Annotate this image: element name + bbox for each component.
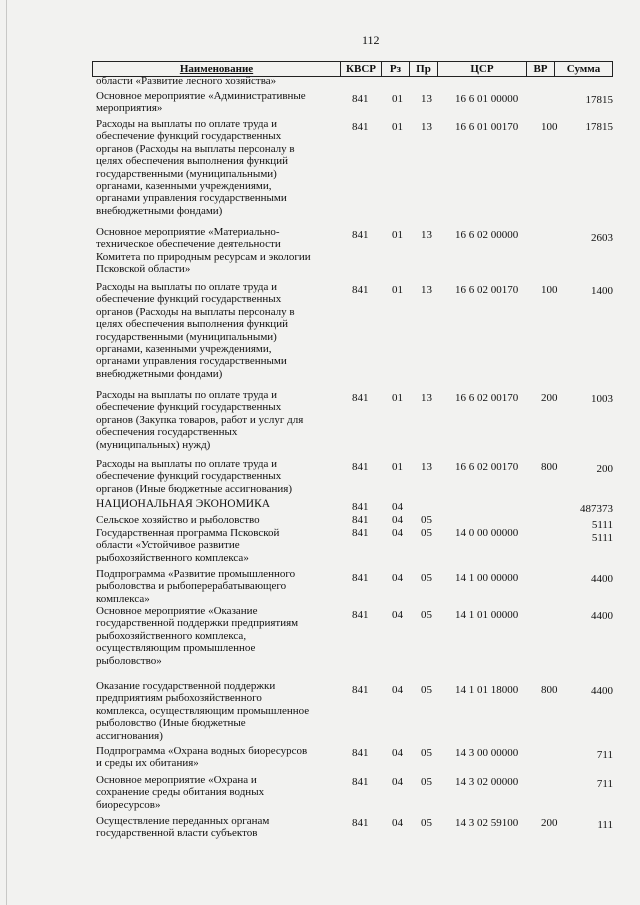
page-number: 112 <box>362 33 380 47</box>
row-csr: 16 6 02 00000 <box>455 229 519 241</box>
row-kvsr: 841 <box>352 121 369 133</box>
column-header-vr: ВР <box>526 61 555 77</box>
row-pr: 13 <box>421 461 432 473</box>
row-rz: 04 <box>392 776 403 788</box>
column-header-pr: Пр <box>409 61 438 77</box>
row-sum: 1003 <box>591 393 613 405</box>
row-vr: 200 <box>541 392 558 404</box>
row-kvsr: 841 <box>352 461 369 473</box>
row-pr: 13 <box>421 121 432 133</box>
row-kvsr: 841 <box>352 609 369 621</box>
row-name: области «Развитие лесного хозяйства» <box>96 75 277 87</box>
row-csr: 14 3 00 00000 <box>455 747 519 759</box>
row-sum: 5111 <box>591 519 613 531</box>
row-pr: 05 <box>421 747 432 759</box>
row-name: Основное мероприятие «Охрана и сохранение среды обитания водных биоресурсов» <box>96 774 265 811</box>
row-name: Основное мероприятие «Оказание государственной поддержки предприятиям рыбохозяйственного комплекса, осуществляющим промышленное рыболовство» <box>96 605 299 667</box>
row-vr: 200 <box>541 817 558 829</box>
row-vr: 800 <box>541 684 558 696</box>
row-sum: 4400 <box>591 685 613 697</box>
row-name: НАЦИОНАЛЬНАЯ ЭКОНОМИКА <box>96 498 271 510</box>
row-pr: 05 <box>421 776 432 788</box>
row-kvsr: 841 <box>352 747 369 759</box>
row-kvsr: 841 <box>352 501 369 513</box>
row-rz: 04 <box>392 684 403 696</box>
row-name: Основное мероприятие «Материально- техническое обеспечение деятельности Комитета по природным ресурсам и экологии Псковской области» <box>96 226 311 276</box>
row-rz: 01 <box>392 392 403 404</box>
row-kvsr: 841 <box>352 514 369 526</box>
row-kvsr: 841 <box>352 817 369 829</box>
row-name: Подпрограмма «Охрана водных биоресурсов и среды их обитания» <box>96 745 308 770</box>
row-rz: 04 <box>392 609 403 621</box>
row-rz: 04 <box>392 501 403 513</box>
row-csr: 16 6 02 00170 <box>455 392 519 404</box>
row-vr: 100 <box>541 284 558 296</box>
row-rz: 04 <box>392 747 403 759</box>
row-name: Расходы на выплаты по оплате труда и обеспечение функций государственных органов (Иные бюджетные ассигнования) <box>96 458 293 495</box>
row-pr: 13 <box>421 284 432 296</box>
row-sum: 111 <box>597 819 613 831</box>
column-header-sum: Сумма <box>554 61 613 77</box>
row-csr: 14 3 02 59100 <box>455 817 519 829</box>
row-pr: 13 <box>421 392 432 404</box>
row-sum: 1400 <box>591 285 613 297</box>
row-csr: 16 6 01 00170 <box>455 121 519 133</box>
row-kvsr: 841 <box>352 284 369 296</box>
row-rz: 01 <box>392 284 403 296</box>
row-csr: 14 1 01 18000 <box>455 684 519 696</box>
row-pr: 05 <box>421 514 432 526</box>
row-csr: 16 6 01 00000 <box>455 93 519 105</box>
row-sum: 17815 <box>585 94 613 106</box>
row-name: Сельское хозяйство и рыболовство <box>96 514 260 526</box>
column-header-name: Наименование <box>92 61 341 77</box>
row-rz: 04 <box>392 817 403 829</box>
row-pr: 05 <box>421 684 432 696</box>
row-rz: 01 <box>392 461 403 473</box>
row-csr: 16 6 02 00170 <box>455 461 519 473</box>
row-pr: 05 <box>421 817 432 829</box>
row-rz: 01 <box>392 93 403 105</box>
row-sum: 17815 <box>585 121 613 133</box>
scan-edge <box>6 0 7 905</box>
row-vr: 800 <box>541 461 558 473</box>
row-kvsr: 841 <box>352 527 369 539</box>
row-kvsr: 841 <box>352 572 369 584</box>
row-kvsr: 841 <box>352 776 369 788</box>
column-header-kvsr: КВСР <box>340 61 382 77</box>
row-name: Расходы на выплаты по оплате труда и обеспечение функций государственных органов (Расходы на выплаты персоналу в целях обеспечения выполнения функций государственными (муниципальными) органами, казенными учреждениями, органами управления государственными внебюджетными фондами) <box>96 281 295 380</box>
row-name: Государственная программа Псковской области «Устойчивое развитие рыбохозяйственного комплекса» <box>96 527 280 564</box>
column-header-rz: Рз <box>381 61 410 77</box>
row-sum: 4400 <box>591 610 613 622</box>
row-rz: 01 <box>392 121 403 133</box>
row-sum: 2603 <box>591 232 613 244</box>
row-pr: 05 <box>421 527 432 539</box>
row-pr: 13 <box>421 229 432 241</box>
row-name: Подпрограмма «Развитие промышленного рыболовства и рыбоперерабатывающего комплекса» <box>96 568 296 605</box>
row-sum: 4400 <box>591 573 613 585</box>
row-rz: 04 <box>392 527 403 539</box>
row-name: Оказание государственной поддержки предприятиям рыбохозяйственного комплекса, осуществляющим промышленное рыболовство (Иные бюджетные ассигнования) <box>96 680 310 742</box>
row-pr: 05 <box>421 572 432 584</box>
row-pr: 05 <box>421 609 432 621</box>
row-csr: 14 3 02 00000 <box>455 776 519 788</box>
row-csr: 14 1 00 00000 <box>455 572 519 584</box>
row-name: Расходы на выплаты по оплате труда и обеспечение функций государственных органов (Расходы на выплаты персоналу в целях обеспечения выполнения функций государственными (муниципальными) органами, казенными учреждениями, органами управления государственными внебюджетными фондами) <box>96 118 295 217</box>
row-kvsr: 841 <box>352 229 369 241</box>
row-kvsr: 841 <box>352 93 369 105</box>
row-name: Основное мероприятие «Административные мероприятия» <box>96 90 306 115</box>
row-sum: 200 <box>596 463 613 475</box>
row-sum: 5111 <box>591 532 613 544</box>
row-rz: 04 <box>392 572 403 584</box>
row-rz: 01 <box>392 229 403 241</box>
row-rz: 04 <box>392 514 403 526</box>
row-kvsr: 841 <box>352 392 369 404</box>
row-sum: 711 <box>596 749 613 761</box>
row-csr: 14 0 00 00000 <box>455 527 519 539</box>
row-sum: 487373 <box>580 503 613 515</box>
row-sum: 711 <box>596 778 613 790</box>
row-kvsr: 841 <box>352 684 369 696</box>
row-pr: 13 <box>421 93 432 105</box>
row-csr: 14 1 01 00000 <box>455 609 519 621</box>
column-header-csr: ЦСР <box>437 61 527 77</box>
row-name: Осуществление переданных органам государственной власти субъектов <box>96 815 270 840</box>
row-name: Расходы на выплаты по оплате труда и обеспечение функций государственных органов (Закупка товаров, работ и услуг для обеспечения государственных (муниципальных) нужд) <box>96 389 304 451</box>
row-csr: 16 6 02 00170 <box>455 284 519 296</box>
row-vr: 100 <box>541 121 558 133</box>
